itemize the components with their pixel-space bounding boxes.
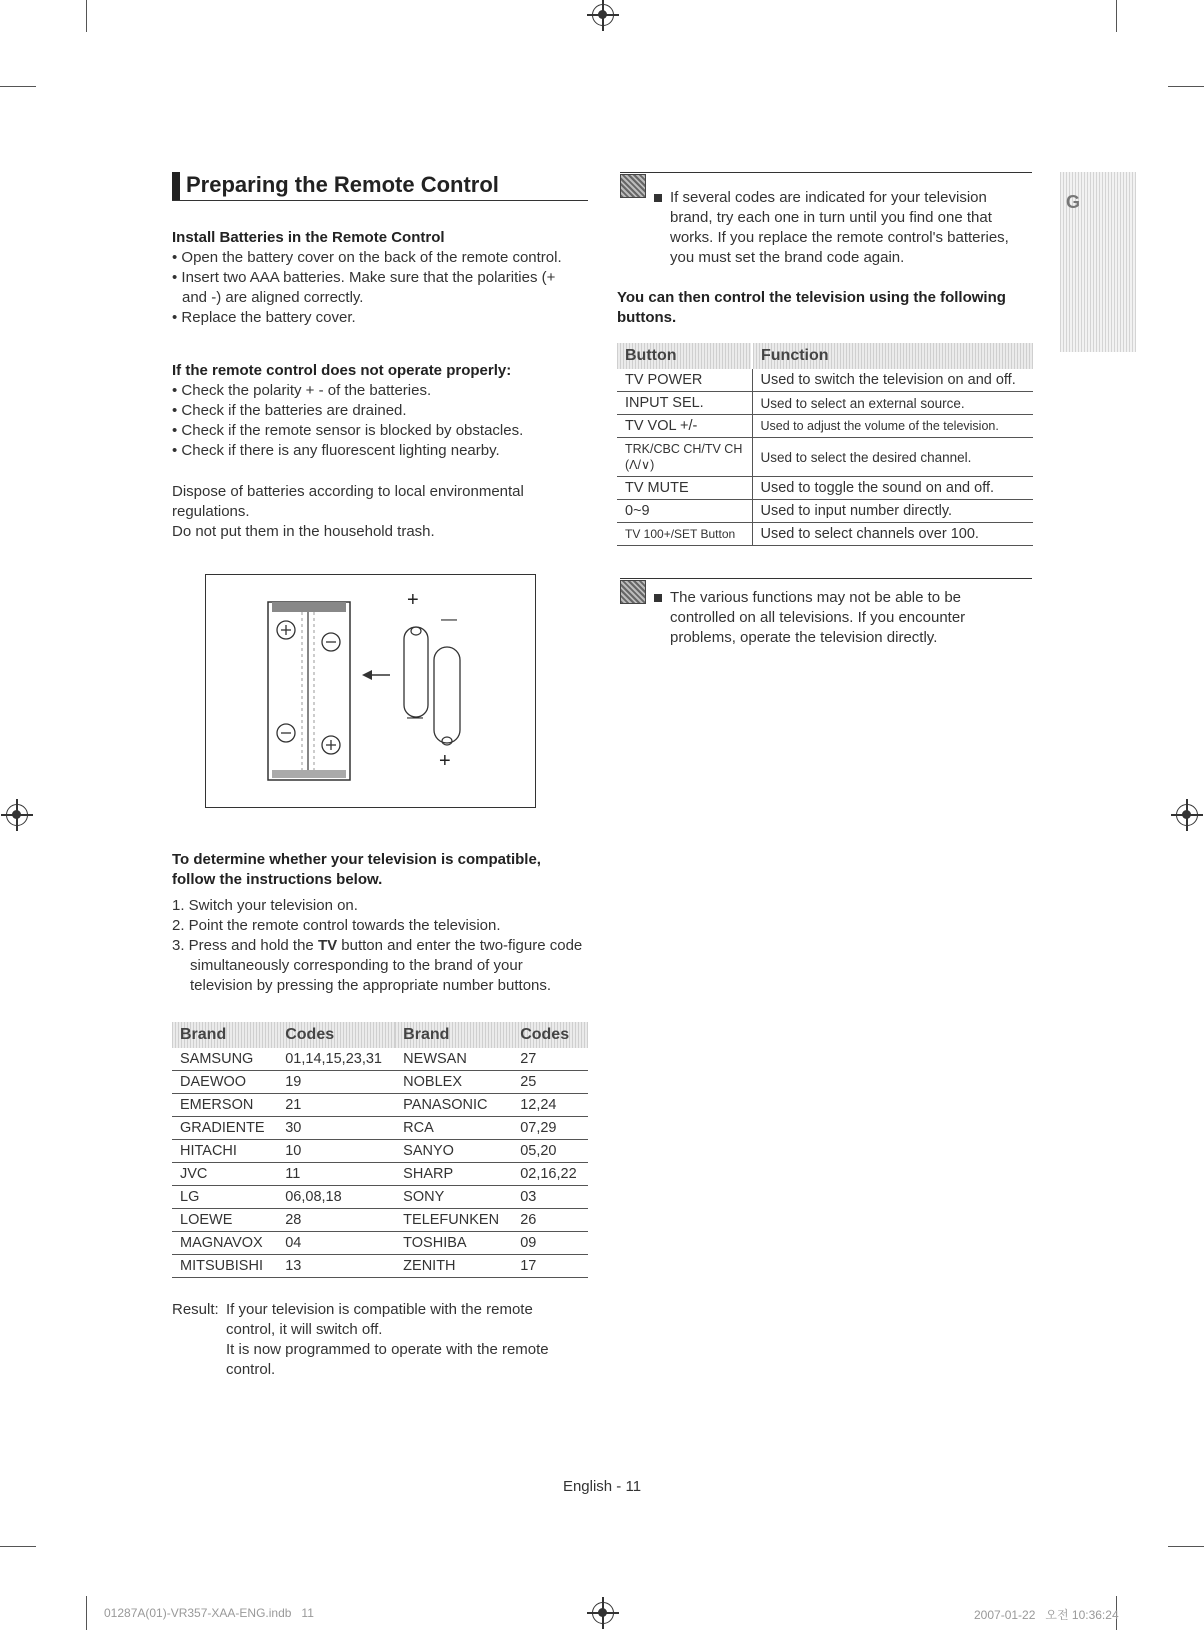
cell: Used to select an external source. — [752, 392, 1033, 415]
cell: 05,20 — [512, 1140, 588, 1163]
crop-mark-right-top — [1168, 86, 1204, 87]
cell: 07,29 — [512, 1117, 588, 1140]
registration-mark-icon — [592, 4, 614, 26]
cell: 11 — [277, 1163, 395, 1186]
table-row — [172, 1232, 588, 1255]
table-row — [172, 1048, 588, 1071]
crop-mark-left-top — [0, 86, 36, 87]
table-row — [617, 369, 1033, 392]
col-codes: Codes — [277, 1022, 395, 1048]
compat-section — [172, 850, 588, 996]
cell: TV MUTE — [617, 477, 752, 500]
install-heading: Install Batteries in the Remote Control — [172, 229, 445, 246]
dispose-text: Dispose of batteries according to local environmental regulations. — [172, 483, 524, 520]
install-list — [172, 248, 580, 328]
col-brand: Brand — [395, 1022, 512, 1048]
battery-illustration — [206, 575, 534, 806]
cell: 09 — [512, 1232, 588, 1255]
result-text-2: It is now programmed to operate with the remote control. — [226, 1341, 549, 1378]
cell: GRADIENTE — [172, 1117, 277, 1140]
list-item: • Check if the batteries are drained. — [172, 401, 580, 421]
result-label: Result: — [172, 1301, 219, 1318]
note-rule — [620, 578, 1032, 579]
cell: RCA — [395, 1117, 512, 1140]
cell: TV POWER — [617, 369, 752, 392]
brand-code-table — [172, 1022, 588, 1278]
page-title: Preparing the Remote Control — [186, 172, 499, 197]
result-body — [226, 1300, 566, 1380]
battery-figure — [205, 574, 536, 808]
note-icon — [620, 580, 646, 604]
cell: LOEWE — [172, 1209, 277, 1232]
polarity-plus-label: + — [439, 750, 451, 772]
list-item: • Check if there is any fluorescent lighting nearby. — [172, 441, 580, 461]
cell: HITACHI — [172, 1140, 277, 1163]
cell: 21 — [277, 1094, 395, 1117]
table-header-row — [617, 343, 1033, 369]
cell: EMERSON — [172, 1094, 277, 1117]
cell: 01,14,15,23,31 — [277, 1048, 395, 1071]
crop-mark-bottom-left — [86, 1596, 87, 1630]
button-function-table — [617, 343, 1033, 546]
cell: 12,24 — [512, 1094, 588, 1117]
list-item: • Replace the battery cover. — [172, 308, 580, 328]
table-row — [172, 1209, 588, 1232]
table-row — [617, 415, 1033, 438]
table-row — [172, 1140, 588, 1163]
crop-mark-right-bottom — [1168, 1546, 1204, 1547]
table-row — [172, 1163, 588, 1186]
cell: Used to select the desired channel. — [752, 438, 1033, 477]
trouble-heading: If the remote control does not operate properly: — [172, 362, 512, 379]
square-bullet-icon — [654, 594, 662, 602]
note-icon — [620, 174, 646, 198]
col-codes: Codes — [512, 1022, 588, 1048]
step3-text-rest: button and enter the two-figure code simultaneously corresponding to the brand of your television by pressing the appropriate number buttons. — [190, 937, 583, 994]
table-row — [617, 392, 1033, 415]
title-marker — [172, 172, 180, 200]
table-row — [172, 1186, 588, 1209]
cell: PANASONIC — [395, 1094, 512, 1117]
cell: Used to input number directly. — [752, 500, 1033, 523]
note-1 — [654, 188, 1024, 268]
table-row — [617, 500, 1033, 523]
title-underline — [172, 200, 588, 201]
cell: 26 — [512, 1209, 588, 1232]
trouble-list — [172, 381, 580, 461]
cell: 17 — [512, 1255, 588, 1278]
note-rule — [620, 172, 1032, 173]
note-text — [654, 588, 1024, 648]
dispose-text-2: Do not put them in the household trash. — [172, 523, 435, 540]
dispose-section — [172, 482, 562, 542]
cell: 30 — [277, 1117, 395, 1140]
table-row — [172, 1071, 588, 1094]
list-item: • Check the polarity + - of the batteries. — [172, 381, 580, 401]
list-item: 2. Point the remote control towards the television. — [172, 917, 501, 934]
list-item: • Insert two AAA batteries. Make sure that the polarities (+ and -) are aligned correctly. — [172, 268, 580, 308]
trouble-section — [172, 362, 580, 461]
cell: SHARP — [395, 1163, 512, 1186]
cell: 13 — [277, 1255, 395, 1278]
result-text: If your television is compatible with the remote control, it will switch off. — [226, 1301, 533, 1338]
square-bullet-icon — [654, 194, 662, 202]
cell: TELEFUNKEN — [395, 1209, 512, 1232]
registration-mark-icon — [592, 1602, 614, 1624]
note-1-text: If several codes are indicated for your television brand, try each one in turn until you find one that works. If you replace the remote control's batteries, you must set the brand code again. — [670, 189, 1009, 266]
crop-mark-top-right — [1116, 0, 1117, 32]
col-button: Button — [617, 343, 752, 369]
print-date: 2007-01-22 오전 10:36:24 — [974, 1608, 1119, 1622]
list-item: • Open the battery cover on the back of the remote control. — [172, 248, 580, 268]
cell: JVC — [172, 1163, 277, 1186]
file-name: 01287A(01)-VR357-XAA-ENG.indb 11 — [104, 1606, 314, 1620]
compat-heading: To determine whether your television is compatible, follow the instructions below. — [172, 851, 541, 888]
cell: DAEWOO — [172, 1071, 277, 1094]
table-row — [617, 523, 1033, 546]
cell: Used to switch the television on and off. — [752, 369, 1033, 392]
cell: SANYO — [395, 1140, 512, 1163]
list-item: • Check if the remote sensor is blocked by obstacles. — [172, 421, 580, 441]
cell: TV VOL +/- — [617, 415, 752, 438]
cell: Used to adjust the volume of the television. — [752, 415, 1033, 438]
table-row — [172, 1255, 588, 1278]
list-item — [172, 936, 588, 996]
cell: 06,08,18 — [277, 1186, 395, 1209]
list-item: 1. Switch your television on. — [172, 897, 358, 914]
cell: 10 — [277, 1140, 395, 1163]
cell: SONY — [395, 1186, 512, 1209]
cell: MITSUBISHI — [172, 1255, 277, 1278]
table-row — [172, 1094, 588, 1117]
crop-mark-left-bottom — [0, 1546, 36, 1547]
polarity-minus-label: — — [441, 611, 457, 628]
chapter-side-tab-letter: G — [1066, 192, 1081, 212]
table-row — [617, 438, 1033, 477]
cell: 27 — [512, 1048, 588, 1071]
cell: 0~9 — [617, 500, 752, 523]
table-row — [172, 1117, 588, 1140]
cell: ZENITH — [395, 1255, 512, 1278]
cell: 03 — [512, 1186, 588, 1209]
note-2-text: The various functions may not be able to be controlled on all televisions. If you encounter problems, operate the television directly. — [670, 589, 966, 646]
cell: TV 100+/SET Button — [617, 523, 752, 546]
cell: 19 — [277, 1071, 395, 1094]
col-function: Function — [752, 343, 1033, 369]
cell: INPUT SEL. — [617, 392, 752, 415]
cell: TOSHIBA — [395, 1232, 512, 1255]
note-text — [654, 188, 1024, 268]
cell: TRK/CBC CH/TV CH (Λ/∨) — [617, 438, 752, 477]
crop-mark-top-left — [86, 0, 87, 32]
cell: NEWSAN — [395, 1048, 512, 1071]
cell: MAGNAVOX — [172, 1232, 277, 1255]
cell: 02,16,22 — [512, 1163, 588, 1186]
col-brand: Brand — [172, 1022, 277, 1048]
registration-mark-icon — [1176, 804, 1198, 826]
polarity-plus-label: + — [407, 589, 419, 611]
control-heading: You can then control the television using the following buttons. — [617, 289, 1006, 326]
polarity-minus-label: — — [407, 709, 423, 726]
registration-mark-icon — [6, 804, 28, 826]
install-section — [172, 229, 580, 328]
cell: 25 — [512, 1071, 588, 1094]
cell: 28 — [277, 1209, 395, 1232]
note-2 — [654, 588, 1024, 648]
tv-button-name: TV — [317, 937, 338, 954]
table-header-row — [172, 1022, 588, 1048]
step3-text: 3. Press and hold the — [172, 937, 318, 954]
cell: LG — [172, 1186, 277, 1209]
table-row — [617, 477, 1033, 500]
cell: SAMSUNG — [172, 1048, 277, 1071]
page-number: English - 11 — [562, 1478, 642, 1495]
cell: NOBLEX — [395, 1071, 512, 1094]
compat-steps — [172, 896, 588, 996]
cell: Used to toggle the sound on and off. — [752, 477, 1033, 500]
cell: Used to select channels over 100. — [752, 523, 1033, 546]
cell: 04 — [277, 1232, 395, 1255]
